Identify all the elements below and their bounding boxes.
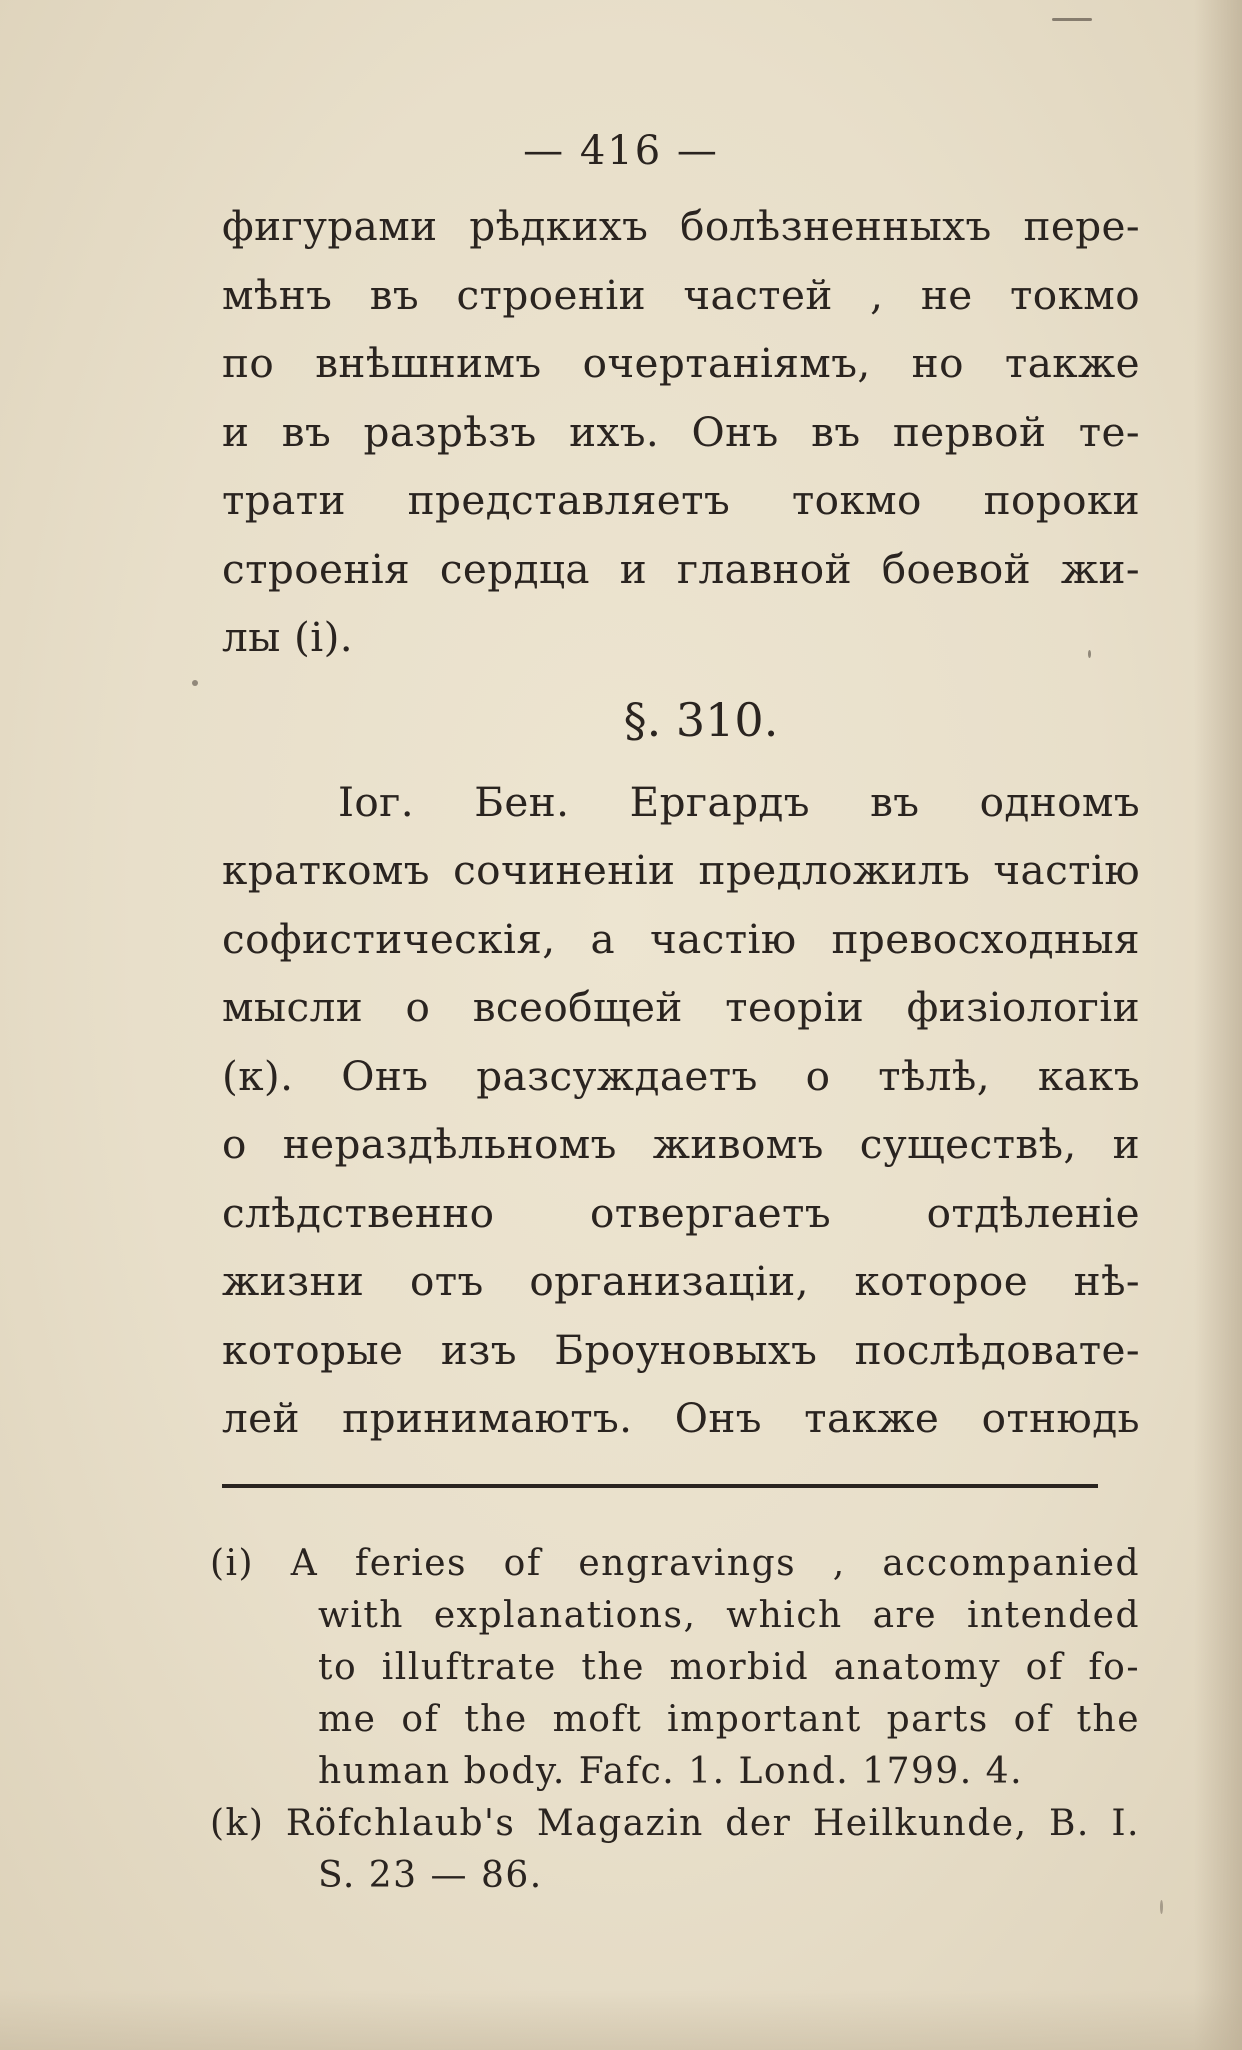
text-line: мѣнъ въ строеніи частей , не токмо xyxy=(222,270,1140,319)
text-line: краткомъ сочиненіи предложилъ частію xyxy=(222,846,1140,894)
footnote-line: (i) A feries of engravings , accompanied xyxy=(210,1543,1140,1584)
footnote-line: S. 23 — 86. xyxy=(318,1855,543,1896)
footnote-line: me of the moft important parts of the xyxy=(318,1699,1140,1740)
paper-speck xyxy=(1052,18,1092,21)
page-bottom-shadow xyxy=(0,1990,1242,2050)
page-edge-shadow xyxy=(1194,0,1242,2050)
paper-speck xyxy=(192,680,198,686)
section-heading: §. 310. xyxy=(623,692,779,747)
text-line: и въ разрѣзъ ихъ. Онъ въ первой те- xyxy=(222,407,1140,456)
footnote-line: with explanations, which are intended xyxy=(318,1595,1140,1636)
text-line: жизни отъ организаціи, которое нѣ- xyxy=(222,1257,1140,1305)
text-line: (к). Онъ разсуждаетъ о тѣлѣ, какъ xyxy=(222,1051,1140,1100)
text-line: слѣдственно отвергаетъ отдѣленіе xyxy=(222,1188,1140,1237)
footnote-line: human body. Fafc. 1. Lond. 1799. 4. xyxy=(318,1751,1024,1792)
footnote-line: (k) Röfchlaub's Magazin der Heilkunde, B. I. xyxy=(210,1803,1140,1844)
page-number: — 416 — xyxy=(523,128,719,174)
text-line: трати представляетъ токмо пороки xyxy=(222,476,1140,524)
text-line: о нераздѣльномъ живомъ существѣ, и xyxy=(222,1120,1140,1168)
text-line: софистическія, а частію превосходныя xyxy=(222,914,1140,963)
paper-speck xyxy=(1160,1900,1163,1914)
footnotes xyxy=(210,1538,1140,1902)
main-text xyxy=(222,192,1140,1453)
text-line: которые изъ Броуновыхъ послѣдовате- xyxy=(222,1325,1140,1374)
footnote-line: to illuftrate the morbid anatomy of fo- xyxy=(318,1647,1140,1688)
text-line: по внѣшнимъ очертаніямъ, но также xyxy=(222,339,1140,387)
footnote-divider xyxy=(222,1484,1098,1488)
text-line: фигурами рѣдкихъ болѣзненныхъ пере- xyxy=(222,202,1140,250)
text-line: мысли о всеобщей теоріи физіологіи xyxy=(222,983,1140,1031)
text-line: строенія сердца и главной боевой жи- xyxy=(222,544,1140,593)
text-line: лей принимаютъ. Онъ также отнюдь xyxy=(222,1394,1140,1442)
text-line: Іог. Бен. Ергардъ въ одномъ xyxy=(338,777,1140,826)
paper-speck xyxy=(1088,650,1091,658)
text-line: лы (i). xyxy=(222,613,354,661)
